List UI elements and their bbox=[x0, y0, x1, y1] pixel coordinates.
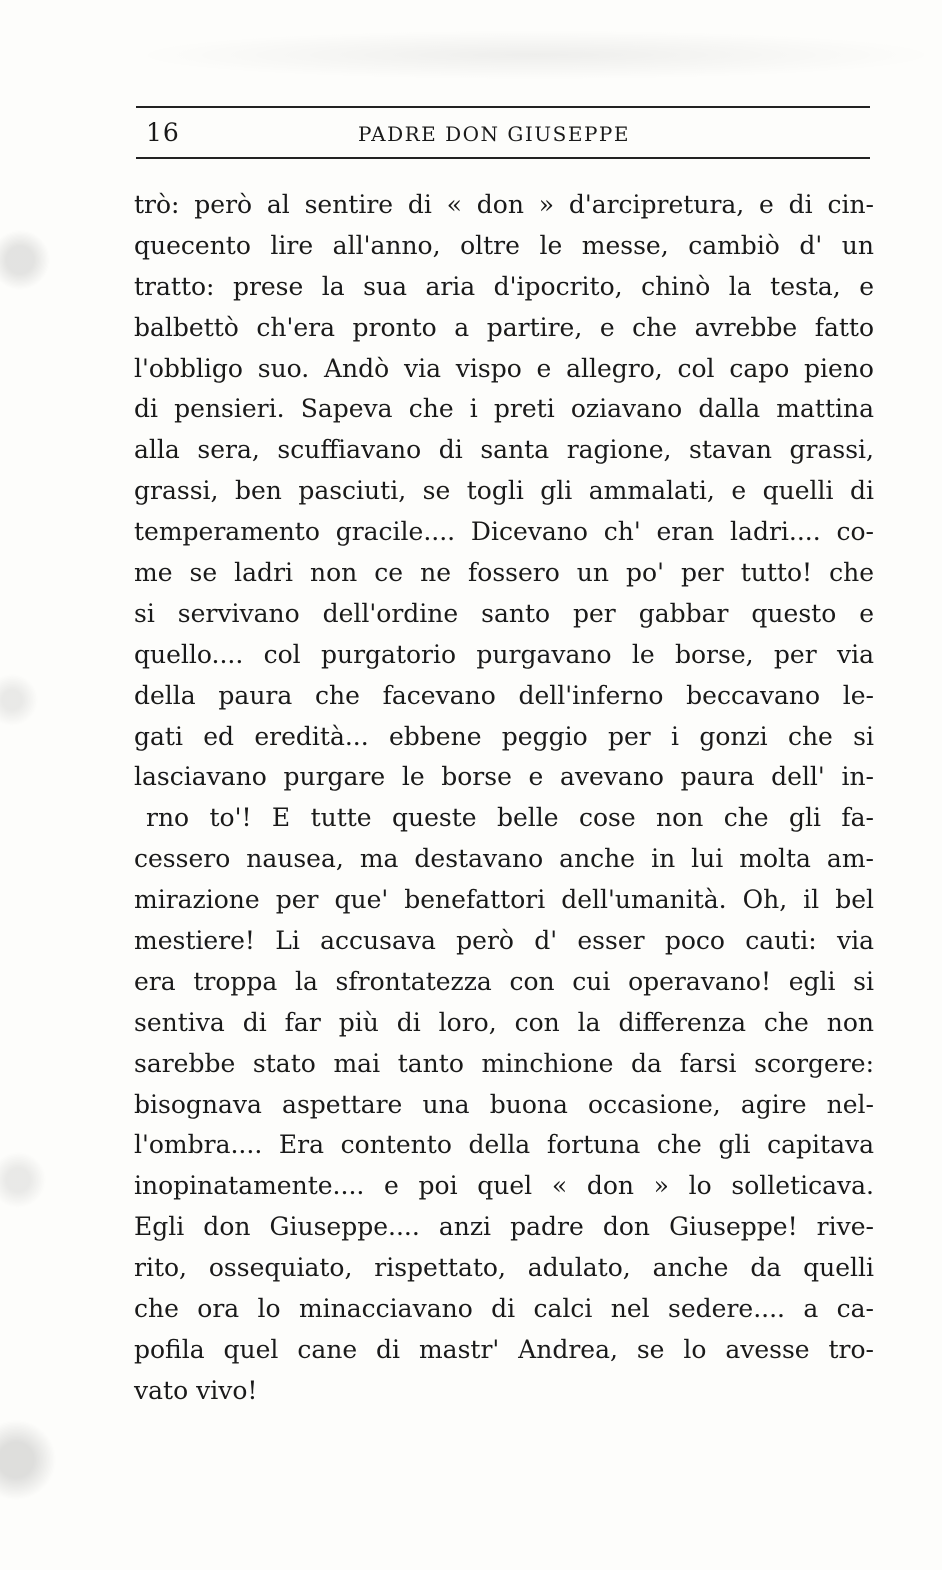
text-line: che ora lo minacciavano di calci nel sedere.... a ca- bbox=[134, 1294, 874, 1324]
page-top-smudge bbox=[130, 30, 942, 80]
text-line: inopinatamente.... e poi quel « don » lo solleticava. bbox=[134, 1171, 874, 1201]
text-line: rito, ossequiato, rispettato, adulato, anche da quelli bbox=[134, 1253, 874, 1283]
text-line: gati ed eredità... ebbene peggio per i gonzi che si bbox=[134, 721, 874, 751]
text-line: era troppa la sfrontatezza con cui operavano! egli si bbox=[134, 966, 874, 996]
text-line: balbettò ch'era pronto a partire, e che avrebbe fatto bbox=[134, 312, 874, 342]
text-line: pofila quel cane di mastr' Andrea, se lo avesse tro- bbox=[134, 1334, 874, 1364]
text-line: bisognava aspettare una buona occasione, agire nel- bbox=[134, 1089, 874, 1119]
text-line: della paura che facevano dell'inferno beccavano le- bbox=[134, 680, 874, 710]
page-number: 16 bbox=[146, 118, 180, 147]
text-line: sentiva di far più di loro, con la differenza che non bbox=[134, 1007, 874, 1037]
page-edge-shadow bbox=[0, 0, 60, 1570]
header-rule-top bbox=[136, 106, 870, 108]
text-line: rno to'! E tutte queste belle cose non che gli fa- bbox=[146, 803, 874, 833]
text-line: Egli don Giuseppe.... anzi padre don Giuseppe! rive- bbox=[134, 1212, 874, 1242]
text-line: trò: però al sentire di « don » d'arcipretura, e di cin- bbox=[134, 190, 874, 219]
text-line: di pensieri. Sapeva che i preti oziavano dalla mattina bbox=[134, 394, 874, 424]
text-line: l'obbligo suo. Andò via vispo e allegro, col capo pieno bbox=[134, 353, 874, 383]
text-line: quello.... col purgatorio purgavano le borse, per via bbox=[134, 639, 874, 669]
text-line: cessero nausea, ma destavano anche in lui molta am- bbox=[134, 844, 874, 874]
text-line: mirazione per que' benefattori dell'umanità. Oh, il bel bbox=[134, 885, 874, 915]
text-line: quecento lire all'anno, oltre le messe, cambiò d' un bbox=[134, 230, 874, 260]
text-line: tratto: prese la sua aria d'ipocrito, chinò la testa, e bbox=[134, 271, 874, 301]
text-line: me se ladri non ce ne fossero un po' per tutto! che bbox=[134, 558, 874, 588]
page-header bbox=[136, 112, 870, 152]
text-line: alla sera, scuffiavano di santa ragione, stavan grassi, bbox=[134, 435, 874, 465]
text-line: mestiere! Li accusava però d' esser poco cauti: via bbox=[134, 926, 874, 956]
text-line: lasciavano purgare le borse e avevano paura dell' in- bbox=[134, 762, 874, 792]
running-title: PADRE DON GIUSEPPE bbox=[358, 122, 630, 146]
text-line: temperamento gracile.... Dicevano ch' eran ladri.... co- bbox=[134, 517, 874, 547]
text-line: si servivano dell'ordine santo per gabbar questo e bbox=[134, 598, 874, 628]
text-line: sarebbe stato mai tanto minchione da farsi scorgere: bbox=[134, 1048, 874, 1078]
text-line: l'ombra.... Era contento della fortuna che gli capitava bbox=[134, 1130, 874, 1160]
text-line: grassi, ben pasciuti, se togli gli ammalati, e quelli di bbox=[134, 476, 874, 506]
body-text bbox=[134, 185, 874, 1412]
header-rule-bottom bbox=[136, 157, 870, 159]
text-line: vato vivo! bbox=[134, 1375, 258, 1405]
